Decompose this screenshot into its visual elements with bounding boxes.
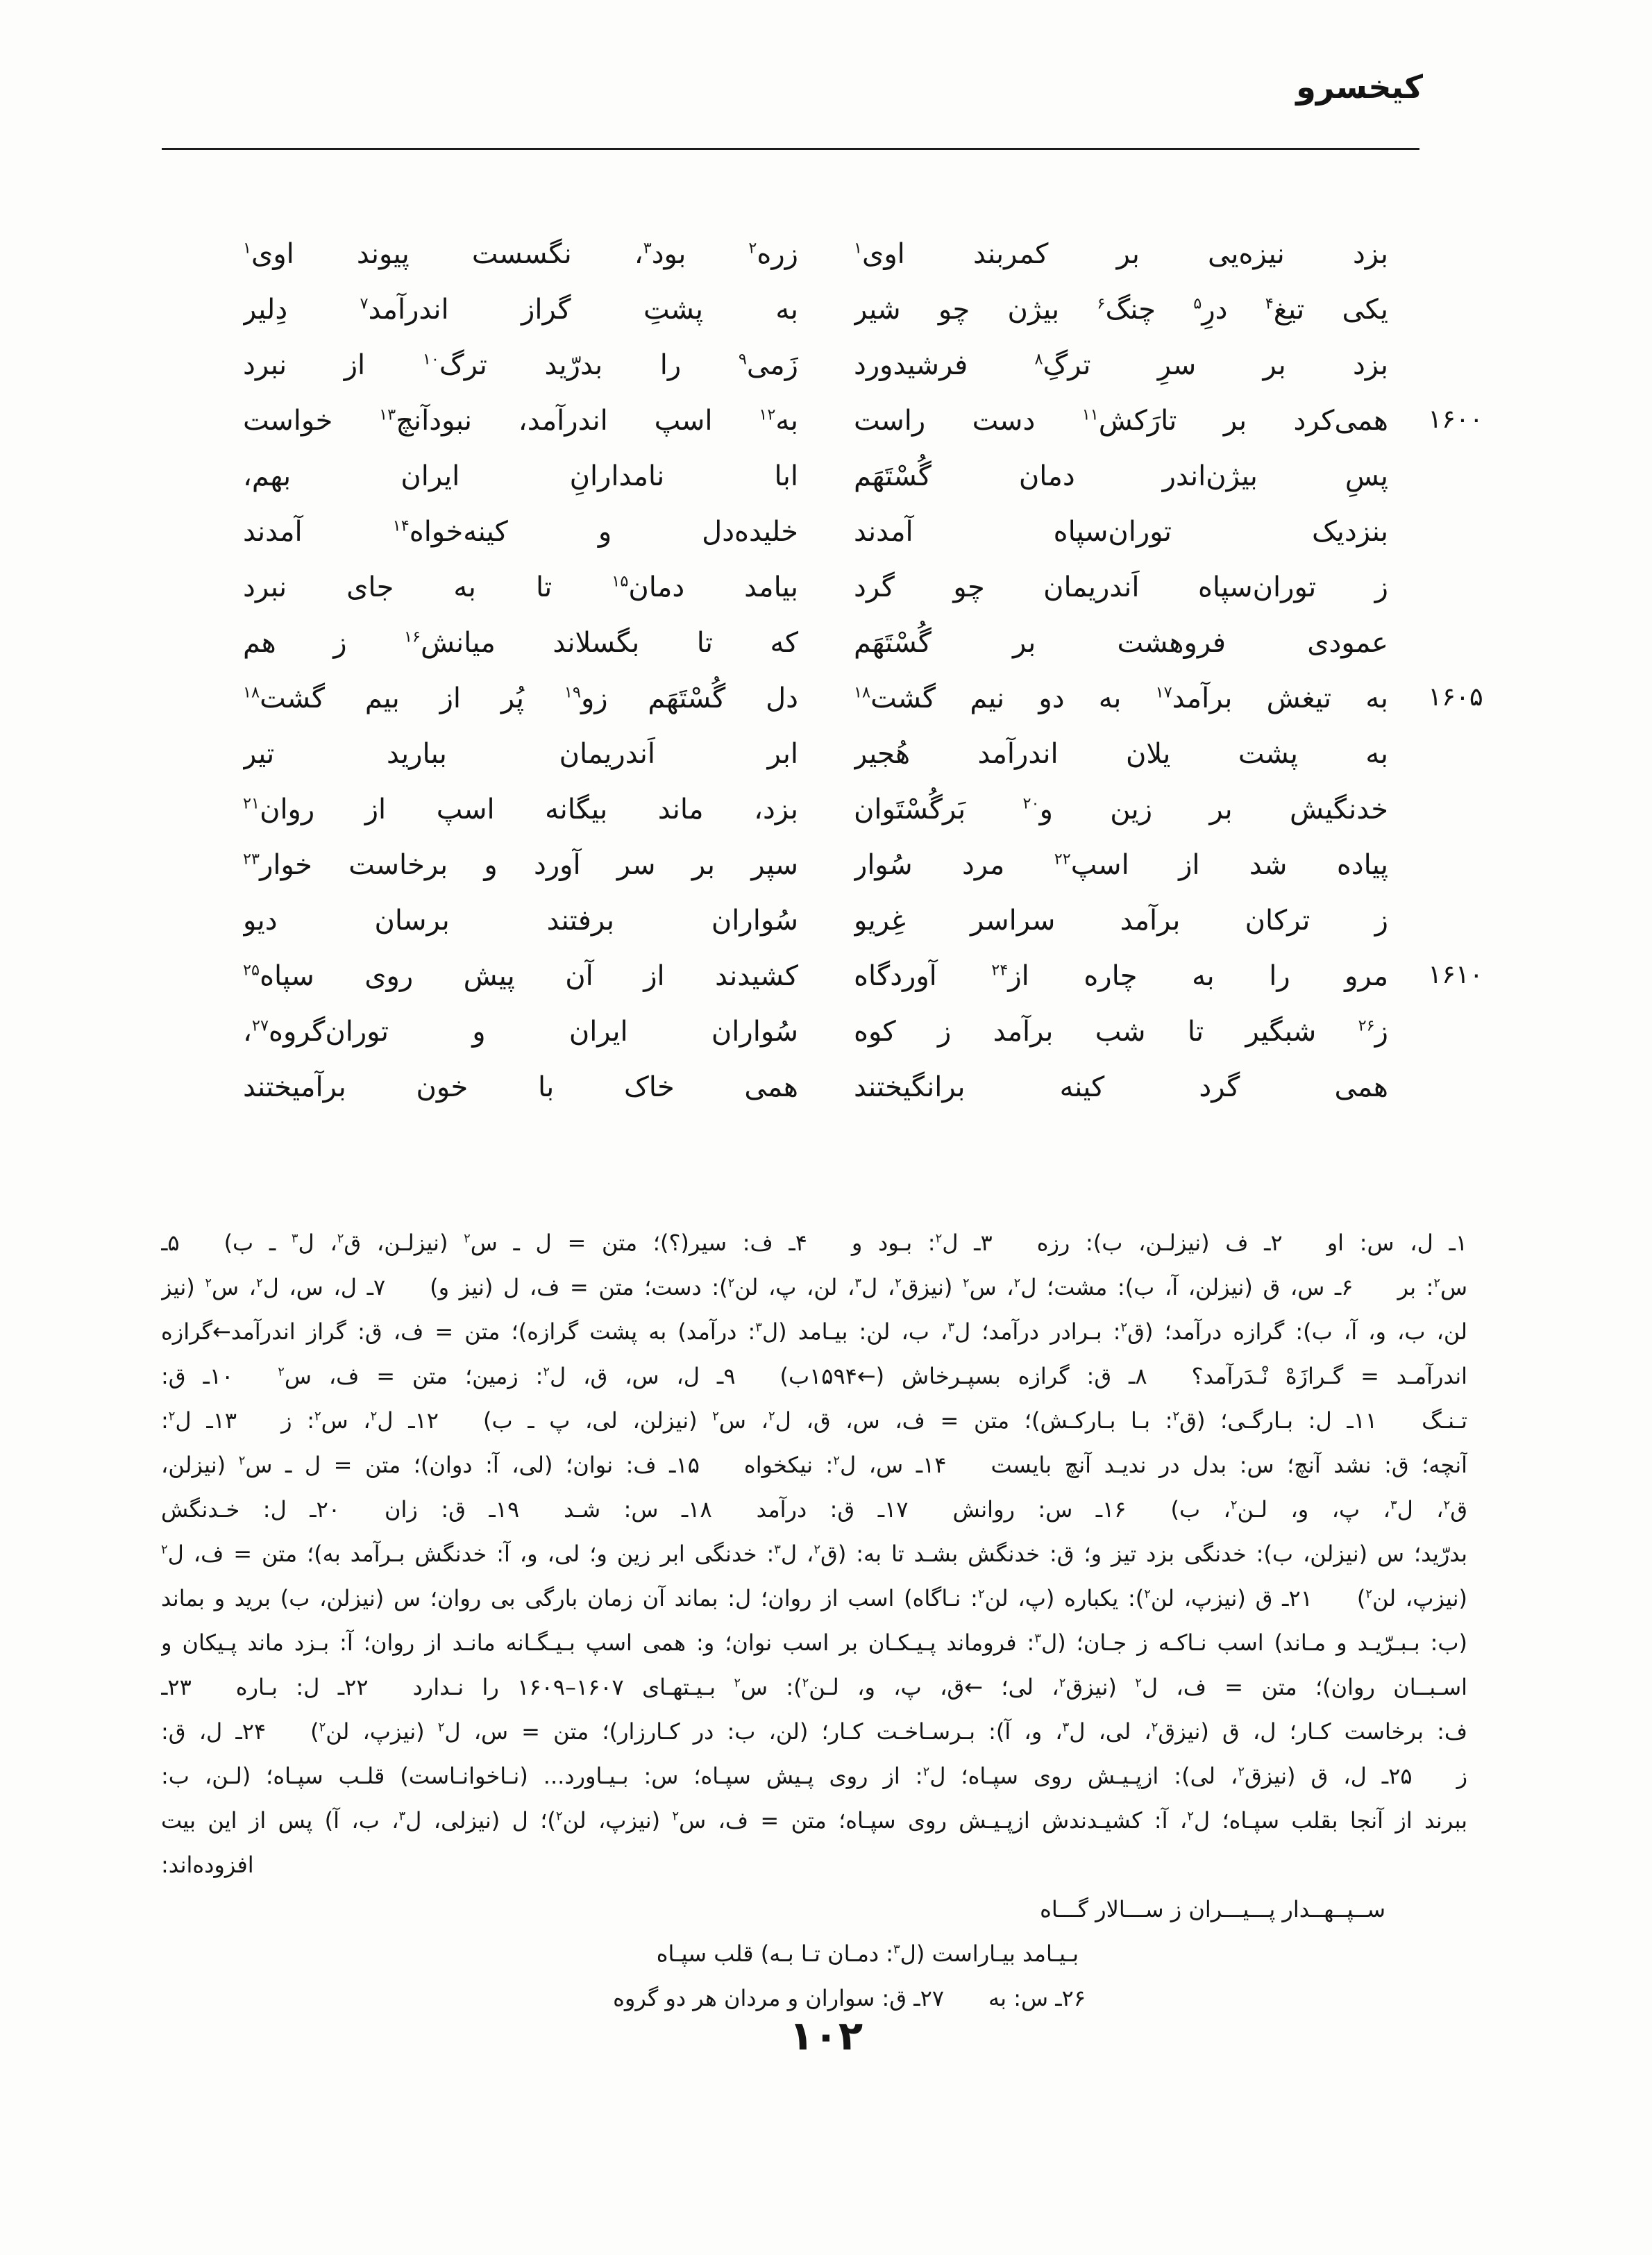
hemistich-second: که تا بگسلاند میانش$^{۱۶}$ ز هم	[243, 627, 798, 659]
apparatus-line: اندرآمـد = گـرازَهْ نْـدَرآمد؟ ۸ـ ق: گرازه بسپـرخاش (←۱۵۹۴ب) ۹ـ ل، س، ق، ل$^۲$: زمین؛ متن = ف، س$^۲$ ۱۰ـ ق:	[161, 1363, 1467, 1389]
verse-row	[243, 726, 1388, 782]
apparatus-line: اسـبــان روان)؛ متن = ف، ل$^۲$ (نیزق$^۲$، لی؛ ←ق، پ، و، لـن$^۲$): س$^۲$ بـیـتهـای ۱۶۰۷–۱۶۰۹ را نـدارد ۲۲ـ ل: بـاره ۲۳ـ	[161, 1674, 1467, 1700]
hemistich-second: سُواران برفتند برسان دیو	[243, 905, 798, 937]
hemistich-first: همی‌کرد بر تارَکش$^{۱۱}$ دست راست	[854, 405, 1388, 437]
hemistich-second: زَمی$^۹$ را بدرّید ترگ$^{۱۰}$ از نبرد	[243, 349, 798, 381]
apparatus-line: (ب: بـبـرّیـد و مـاند) اسب نـاکـه ز جـان؛ (ل$^۳$: فروماند پـیـکـان بر اسب نوان؛ و: همی اسپ بـیـگـانه مانـد از روان؛ آ: بـزد ماند پـیکان و	[161, 1629, 1467, 1656]
hemistich-first: پیاده شد از اسپ$^{۲۲}$ مرد سُوار	[854, 849, 1388, 881]
added-verse-second-hemistich: بـیـامد بیـاراست (ل$^۳$: دمـان تـا بـه) قلب سپـاه	[656, 1940, 1079, 1967]
verse-row	[243, 782, 1388, 837]
hemistich-second: سُواران ایران و توران‌گروه$^{۲۷}$،	[243, 1016, 798, 1048]
apparatus-line: آنچه؛ ق: نشد آنچ؛ س: بدل در ندیـد آنچ بایست ۱۴ـ س، ل$^۲$: نیکخواه ۱۵ـ ف: نوان؛ (لی، آ: دوان)؛ متن = ل ـ س$^۲$ (نیزلن،	[161, 1452, 1467, 1478]
hemistich-first: پسِ بیژن‌اندر دمان گُسْتَهَم	[854, 460, 1388, 492]
added-verse-first-hemistich: ســپــهــدار پـــیـــران ز ســـالار گـــاه	[1040, 1896, 1385, 1922]
hemistich-second: بیامد دمان$^{۱۵}$ تا به جای نبرد	[243, 571, 798, 603]
hemistich-second: کشیدند از آن پیش روی سپاه$^{۲۵}$	[243, 960, 798, 992]
hemistich-second: زره$^۲$ بود$^۳$، نگسست پیوند اوی$^۱$	[243, 238, 798, 270]
apparatus-line: بدرّید؛ س (نیزلن، ب): خدنگی بزد تیز و؛ ق: خدنگش بشـد تا به: (ق$^۲$، ل$^۳$: خدنگی ابر زین و؛ لی، و، آ: خدنگش بـرآمد به)؛ متن = ف، ل$^۲$	[161, 1541, 1467, 1567]
hemistich-first: مرو را به چاره از$^{۲۴}$ آوردگاه	[854, 960, 1388, 992]
hemistich-first: ز ترکان برآمد سراسر غِریو	[854, 905, 1388, 937]
verse-row	[243, 837, 1388, 893]
apparatus-line: ف: برخاست کـار؛ ل، ق (نیزق$^۲$، لی، ل$^۳$، و، آ): بـرسـاخـت کـار؛ (لن، ب: در کـارزار)؛ متن = س، ل$^۲$ (نیزپ، لن$^۲$) ۲۴ـ ل، ق:	[161, 1718, 1467, 1745]
hemistich-first: به پشت یلان اندرآمد هُجیر	[854, 738, 1388, 770]
hemistich-second: ابر اَندریمان ببارید تیر	[243, 738, 798, 770]
verse-row	[243, 1059, 1388, 1115]
apparatus-line: (نیزپ، لن$^۲$) ۲۱ـ ق (نیزپ، لن$^۲$): یکباره (پ، لن$^۲$: نـاگاه) اسب از روان؛ ل: بماند آن زمان بارگی بی روان؛ س (نیزلن، ب) برید و بماند	[161, 1585, 1467, 1611]
verse-columns	[243, 226, 1483, 1115]
hemistich-first: همی گرد کینه برانگیختند	[854, 1071, 1388, 1103]
hemistich-second: به$^{۱۲}$ اسپ اندرآمد، نبودآنچ$^{۱۳}$ خواست	[243, 405, 798, 437]
verse-row	[243, 671, 1483, 726]
hemistich-second: ابا نامدارانِ ایران بهم،	[243, 460, 798, 492]
apparatus-last-line: ۲۶ـ س: به ۲۷ـ ق: سواران و مردان هر دو گروه	[613, 1985, 1086, 2011]
apparatus-line: س$^۲$: بر ۶ـ س، ق (نیزلن، آ، ب): مشت؛ ل$^۲$، س$^۲$ (نیزق$^۲$، ل$^۳$، لن، پ، لن$^۲$): دست؛ متن = ف، ل (نیز و) ۷ـ ل، س، ل$^۲$، س$^۲$ (نیز	[161, 1274, 1467, 1300]
verse-number-1610: ۱۶۱۰	[1428, 959, 1483, 989]
critical-apparatus	[161, 1221, 1467, 2020]
verse-row	[243, 337, 1388, 393]
apparatus-line: ببرند از آنجا بقلب سپـاه؛ ل$^۲$، آ: کشیـدندش ازپـیـش روی سپـاه؛ متن = ف، س$^۲$ (نیزپ، لن$^۲$)؛ ل (نیزلی، ل$^۳$، ب، آ) پس از این بیت	[161, 1807, 1467, 1834]
verse-row	[243, 226, 1388, 282]
verse-row	[243, 1004, 1388, 1059]
apparatus-line: ز ۲۵ـ ل، ق (نیزق$^۲$، لی): ازپـیـش روی سپـاه؛ ل$^۲$: از روی پـیش سپـاه؛ س: بـیـاورد... (نـاخوانـاست) قلـب سپـاه؛ (لـن، ب:	[161, 1763, 1467, 1789]
verse-row	[243, 393, 1483, 449]
hemistich-first: خدنگیش بر زین و$^{۲۰}$ بَرگُسْتَوان	[854, 794, 1388, 825]
verse-number-1605: ۱۶۰۵	[1428, 682, 1483, 712]
apparatus-line: ۱ـ ل، س: او ۲ـ ف (نیزلـن، ب): رزه ۳ـ ل$^۲$: بـود و ۴ـ ف: سیر(؟)؛ متن = ل ـ س$^۲$ (نیزلـن، ق$^۲$، ل$^۳$ ـ ب) ۵ـ	[161, 1230, 1467, 1256]
running-header-title: کیخسرو	[1296, 68, 1423, 106]
header-rule	[162, 148, 1419, 150]
hemistich-first: عمودی فروهشت بر گُسْتَهَم	[854, 627, 1388, 659]
apparatus-continuation: افزوده‌اند:	[161, 1852, 254, 1878]
verse-number-1600: ۱۶۰۰	[1428, 404, 1483, 434]
hemistich-second: همی خاک با خون برآمیختند	[243, 1071, 798, 1103]
hemistich-second: سپر بر سر آورد و برخاست خوار$^{۲۳}$	[243, 849, 798, 881]
verse-row	[243, 282, 1388, 337]
apparatus-line: ق$^۲$، ل$^۳$، پ، و، لـن$^۲$، ب) ۱۶ـ س: روانش ۱۷ـ ق: درآمد ۱۸ـ س: شـد ۱۹ـ ق: زان ۲۰ـ ل: خـدنگش	[161, 1496, 1467, 1523]
page-number: ۱۰۲	[789, 2012, 863, 2059]
verse-row	[243, 449, 1388, 504]
hemistich-first: به تیغش برآمد$^{۱۷}$ به دو نیم گشت$^{۱۸}$	[854, 682, 1388, 714]
verse-row	[243, 893, 1388, 948]
verse-row	[243, 615, 1388, 671]
apparatus-line: تـنـگ ۱۱ـ ل: بـارگـی؛ (ق$^۲$: بـا بـارکـش)؛ متن = ف، س، ق، ل$^۲$، س$^۲$ (نیزلن، لی، پ ـ ب) ۱۲ـ ل$^۲$، س$^۲$: ز ۱۳ـ ل$^۲$:	[161, 1407, 1467, 1434]
hemistich-first: ز توران‌سپاه اَندریمان چو گرد	[854, 571, 1388, 603]
apparatus-line: لن، ب، و، آ، ب): گرازه درآمد؛ (ق$^۲$: بـرادر درآمد؛ ل$^۳$، ب، لن: بیـامد (ل$^۳$: درآمد) به پشت گرازه)؛ متن = ف، ق: گراز اندرآمد←گرازه	[161, 1318, 1467, 1345]
verse-row	[243, 504, 1388, 560]
hemistich-second: دل گُسْتَهَم زو$^{۱۹}$ پُر از بیم گشت$^{۱۸}$	[243, 682, 798, 714]
hemistich-second: بزد، ماند بیگانه اسپ از روان$^{۲۱}$	[243, 794, 798, 825]
hemistich-second: خلیده‌دل و کینه‌خواه$^{۱۴}$ آمدند	[243, 516, 798, 548]
verse-row	[243, 560, 1388, 615]
hemistich-first: بزد بر سرِ ترگِ$^۸$ فرشیدورد	[854, 349, 1388, 381]
verse-row	[243, 948, 1483, 1004]
hemistich-first: ز$^{۲۶}$ شبگیر تا شب برآمد ز کوه	[854, 1016, 1388, 1048]
hemistich-first: یکی تیغ$^۴$ درِ$^۵$ چنگ$^۶$ بیژن چو شیر	[854, 294, 1388, 326]
hemistich-first: بزد نیزه‌یی بر کمربند اوی$^۱$	[854, 238, 1388, 270]
hemistich-first: بنزدیک توران‌سپاه آمدند	[854, 516, 1388, 548]
hemistich-second: به پشتِ گراز اندرآمد$^۷$ دِلیر	[243, 294, 798, 326]
